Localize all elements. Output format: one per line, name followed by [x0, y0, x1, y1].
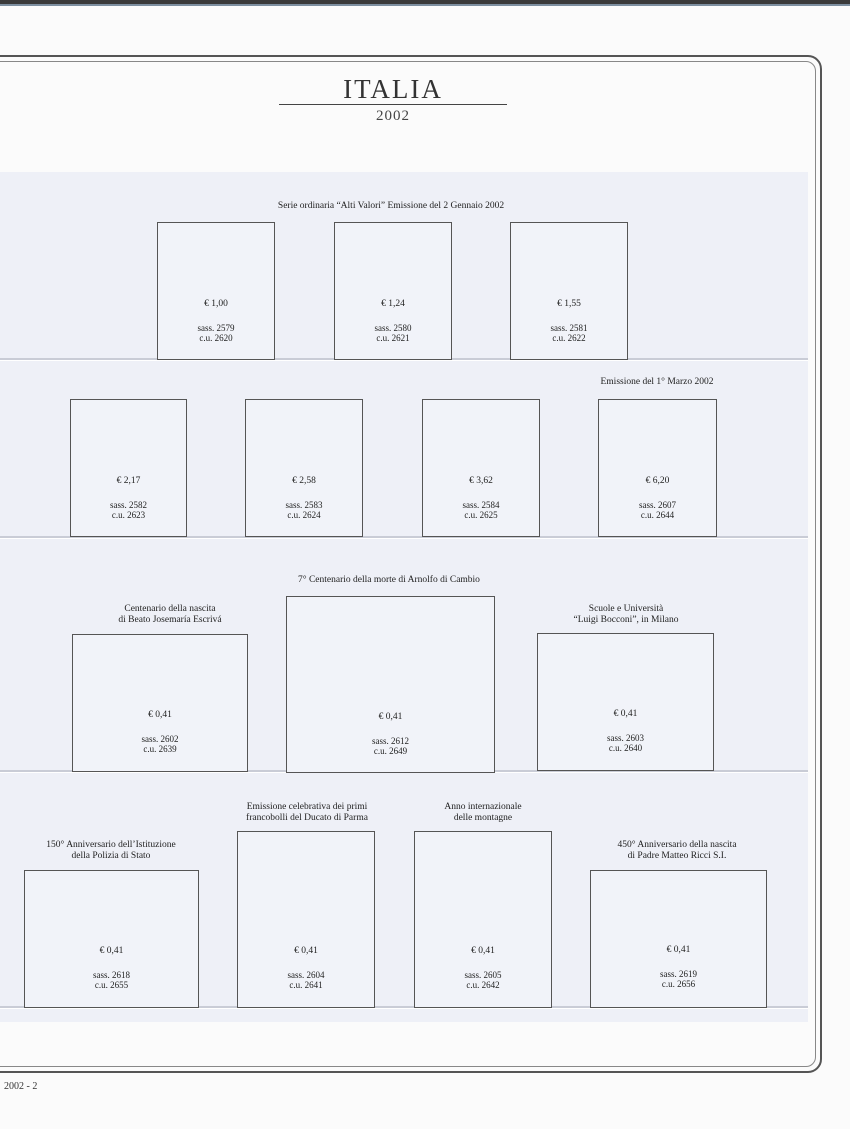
stamp-mount[interactable] — [422, 399, 540, 537]
stamp-mount[interactable] — [590, 870, 767, 1008]
catalogo-unificato-number: c.u. 2621 — [376, 333, 410, 343]
catalogo-unificato-number: c.u. 2640 — [608, 743, 643, 753]
catalogo-unificato-number: c.u. 2623 — [111, 510, 146, 520]
catalogo-unificato-number: c.u. 2641 — [289, 980, 323, 990]
catalogo-unificato-number: c.u. 2655 — [94, 980, 129, 990]
stamp-value: € 0,41 — [666, 945, 691, 955]
catalogo-unificato-number: c.u. 2639 — [143, 744, 177, 754]
stamp-value: € 6,20 — [645, 476, 670, 486]
stamp-value: € 1,24 — [381, 299, 405, 309]
stamp-value: € 0,41 — [99, 946, 124, 956]
page-year: 2002 — [376, 108, 410, 124]
stamp-mount[interactable] — [245, 399, 363, 537]
stamp-value: € 0,41 — [471, 946, 495, 956]
stamp-value: € 0,41 — [378, 712, 403, 722]
sassone-number: sass. 2603 — [606, 733, 644, 743]
stamp-mount[interactable] — [334, 222, 452, 360]
title-rule — [279, 104, 507, 105]
stamp-mount[interactable] — [157, 222, 275, 360]
page-number: 2002 - 2 — [4, 1081, 38, 1092]
stamp-mount[interactable] — [286, 596, 495, 773]
sassone-number: sass. 2605 — [464, 970, 502, 980]
sassone-number: sass. 2618 — [92, 970, 130, 980]
caption-emissione-marzo: Emissione del 1° Marzo 2002 — [600, 377, 714, 387]
catalogo-unificato-number: c.u. 2649 — [373, 746, 408, 756]
sassone-number: sass. 2604 — [287, 970, 325, 980]
caption-alti-valori: Serie ordinaria “Alti Valori” Emissione del 2 Gennaio 2002 — [277, 201, 505, 211]
catalogo-unificato-number: c.u. 2624 — [287, 510, 321, 520]
stamp-value: € 0,41 — [613, 709, 638, 719]
stamp-mount[interactable] — [598, 399, 717, 537]
caption-ducato-parma: Emissione celebrativa dei primi francobolli del Ducato di Parma — [246, 802, 368, 823]
sassone-number: sass. 2602 — [141, 734, 179, 744]
stamp-value: € 2,17 — [116, 476, 141, 486]
stamp-mount[interactable] — [510, 222, 628, 360]
stamp-value: € 0,41 — [294, 946, 318, 956]
stamp-mount[interactable] — [537, 633, 714, 771]
stamp-mount[interactable] — [237, 831, 375, 1008]
stamp-mount[interactable] — [70, 399, 187, 537]
catalogo-unificato-number: c.u. 2642 — [466, 980, 500, 990]
caption-escriva: Centenario della nascita di Beato Josemaría Escrivá — [118, 604, 222, 625]
catalogo-unificato-number: c.u. 2656 — [661, 979, 696, 989]
sassone-number: sass. 2607 — [638, 500, 676, 510]
sassone-number: sass. 2582 — [109, 500, 147, 510]
caption-matteo-ricci: 450° Anniversario della nascita di Padre Matteo Ricci S.I. — [617, 840, 737, 861]
stamp-value: € 1,00 — [204, 299, 228, 309]
sassone-number: sass. 2612 — [371, 736, 409, 746]
stamp-mount[interactable] — [24, 870, 199, 1008]
stamp-value: € 3,62 — [469, 476, 493, 486]
caption-bocconi: Scuole e Università “Luigi Bocconi”, in Milano — [573, 604, 679, 625]
caption-montagne: Anno internazionale delle montagne — [444, 802, 522, 823]
catalogo-unificato-number: c.u. 2622 — [552, 333, 586, 343]
catalogo-unificato-number: c.u. 2625 — [464, 510, 498, 520]
sassone-number: sass. 2619 — [659, 969, 697, 979]
caption-polizia: 150° Anniversario dell’Istituzione della Polizia di Stato — [46, 840, 176, 861]
sassone-number: sass. 2583 — [285, 500, 323, 510]
caption-arnolfo-di-cambio: 7° Centenario della morte di Arnolfo di Cambio — [298, 575, 480, 585]
stamp-mount[interactable] — [72, 634, 248, 772]
sassone-number: sass. 2581 — [550, 323, 588, 333]
catalogo-unificato-number: c.u. 2620 — [199, 333, 233, 343]
sassone-number: sass. 2579 — [197, 323, 235, 333]
sassone-number: sass. 2584 — [462, 500, 500, 510]
catalogo-unificato-number: c.u. 2644 — [640, 510, 675, 520]
stamp-value: € 2,58 — [292, 476, 316, 486]
stamp-value: € 1,55 — [557, 299, 581, 309]
stamp-value: € 0,41 — [148, 710, 172, 720]
stamp-mount[interactable] — [414, 831, 552, 1008]
sassone-number: sass. 2580 — [374, 323, 412, 333]
page-title: ITALIA — [343, 74, 443, 104]
top-edge-shadow — [0, 4, 850, 6]
